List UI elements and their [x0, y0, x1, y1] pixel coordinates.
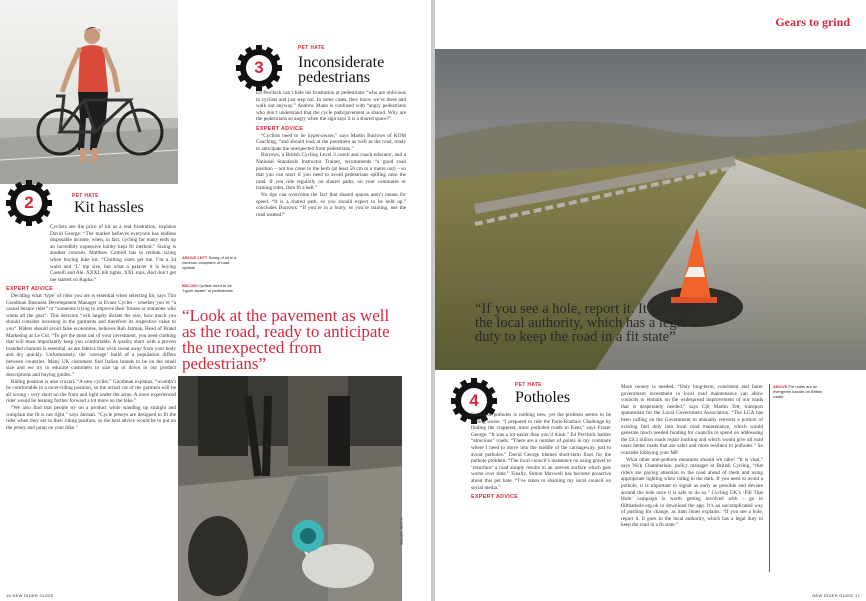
hassle-4-body-column-1 — [471, 412, 611, 590]
hassle-2-body — [6, 224, 176, 576]
section-title: Gears to grind — [775, 15, 850, 29]
hassle-3-advice-paragraph: No tips can overcome the fact that shared spaces aren’t meant for speed. “It is a shared path, so you should expect to be held up,” concludes Burrows. “If you’re in a hurry, or you’re training, use the road instead!” — [256, 191, 406, 218]
hassle-2-advice-paragraph: “We also find that people try on a product while standing up straight and complain the fit is not right,” says Jarman. “Cycle jerseys are designed to fit the rider when they are in their riding position, so the best advice would be to put on the jersey and jump on your bike.” — [6, 405, 176, 431]
hassle-4-intro-paragraph: Hatred of potholes is nothing new, yet the problem seems to be getting worse. “I prepared to ride the Paris-Roubaix Challenge by finding the crappiest, most potholed roads in Kent,” says Frazer George. “It was a lot easier than you’d think.” Ed Perchick battles “atrocious” roads: “There are a number of points in my commute where I need to move into the middle of the carriageway, just to avoid potholes.” David George blames short-term fixes for the pothole problem. “The local council’s insistence on using gravel to ‘resurface’ a road simply results in an uneven surface which gets worse over time.” Finally, Simon Maxwell has become proactive about this pet hate. “I’ve taken to shaming my local council on social media.” — [471, 412, 611, 491]
caption-below-text: Cyclists need to be “hyper aware” of pedestrians — [182, 283, 233, 293]
hassle-4-advice-paragraph: More money is needed. “Only long-term, consistent and fairer government investment in local road maintenance can allow councils to embark on the widespread improvement of our roads that is desperately needed,” says Cllr Martin Tett, transport spokesman for the Local Government Association. “The LGA has been calling on the Government to annually reinvest a portion of existing fuel duty into local road maintenance, which would generate much needed funding for councils to spend on addressing the £9.3 billion roads repair backlog and which would give all road users better roads that are safer and more resilient to potholes.” So consider lobbying your MP. — [621, 384, 763, 456]
caption-above-text: Pot holes are an evergreen hazard on British roads — [773, 384, 823, 399]
hassle-2-title: Kit hassles — [74, 199, 144, 216]
hassle-4-advice-paragraph: What other anti-pothole measures should we take? “It is vital,” says Nick Chamberlain, policy manager at British Cycling, “that riders are paying attention to the road ahead of them and using appropriate lighting when riding in the dark. If you need to avoid a pothole, it is important to signal as early as possible and deviate around the hole once it is safe to do so.” Cycling UK’s ‘Fill That Hole’ campaign is worth getting involved with – go to fillthathole.org.uk to download the app. It’s an uncomplicated way of pushing for change, as Sam Jones explains: “If you see a hole, report it. It goes to the local authority, which has a legal duty to keep the road in a fit state.” — [621, 456, 763, 529]
hassle-2-pet-hate-label: PET HATE — [72, 193, 99, 199]
hassle-4-title: Potholes — [515, 389, 571, 406]
city-cycle-lane-photo — [178, 376, 402, 601]
pothole-pull-quote: “If you see a hole, report it. It goes to the local authority, which has a legal duty to keep the road in a fit state” — [475, 301, 693, 345]
hassle-3-title-line-2: pedestrians — [298, 69, 370, 86]
caption-above-left — [182, 255, 238, 270]
caption-above-left-text: Sizing of kit is a common complaint of road cyclists — [182, 255, 237, 270]
caption-above-label: ABOVE — [773, 384, 788, 389]
hassle-3-advice-paragraph: Burrows, a British Cycling Level 3 coach and coach educator, and a National Standards Instructor Trainer, recommends “a good road position – not too close to the kerb (at least 50 cm to a metre out) – so that you can react if you need to avoid pedestrians spilling onto the road. If you ride regularly on shared paths, on your commutes or training rides, then fit a bell.” — [256, 152, 406, 192]
hassle-3-body — [256, 90, 406, 330]
hassle-4-expert-advice-label: EXPERT ADVICE — [471, 494, 519, 501]
hassle-2-intro-paragraph: Cyclists see the price of kit as a real frustration, explains David George: “The market believes everyone has endless disposable income, when, in fact, cycling for many ends up an incredibly expensive hobby kept fit method.” Sizing is another concern. Matthew Cottrell has to rethink sizing when buying bike kit. “Clothing sizes get me. I’m a 34 waist and ‘L’ top size, but what a palaver it is buying Castelli and Alé. XXXL bib tights, XXL tops. And don’t get me started on Rapha.” — [50, 224, 176, 283]
caption-below-label: BELOW — [182, 283, 197, 288]
hassle-4-pet-hate-label: PET HATE — [515, 382, 542, 388]
hassle-3-title-line-1: Inconsiderate — [298, 54, 385, 71]
image-credit: IMAGES: GETTY — [400, 517, 404, 545]
caption-above — [773, 384, 829, 399]
right-page — [435, 0, 866, 601]
pedestrians-pull-quote: “Look at the pavement as well as the road, ready to anticipate the unexpected from pedestrians” — [182, 306, 390, 373]
hassle-3-expert-advice-label: EXPERT ADVICE — [256, 125, 304, 132]
cyclist-kit-photo — [0, 0, 178, 184]
caption-rule — [769, 384, 770, 572]
hassle-3-intro-paragraph: Ed Perchick can’t hide his frustration at pedestrians “who are oblivious to cyclists and just step out. In some cases, they know we’re there and walk out anyway.” Andrew Mann is confused with “angry pedestrians who don’t understand that the cycle path/pavement is shared. Why are the pedestrians so angry when the sign says it is a shared space?” — [256, 90, 406, 123]
hassle-2-expert-advice-label: EXPERT ADVICE — [6, 286, 54, 293]
hassle-2-advice-paragraph: Deciding what ‘type’ of rider you are is essential when selecting kit, says Tim Goodman Business Development Manager at Evans Cycles - whether you’re “a casual leisure rider” or “someone trying to improve their fitness or someone who wants all the gear”. This decision “will largely dictate the size, how much you should consider investing in the garments and therefore its respective value to you”. Riders should avoid false economies, believes Rob Jarman, Head of Brand Marketing at Le Col. “To get the most out of your investment, you need clothing that will most importantly keep you comfortable. A quality short with a proven branded chamois is essential, as are fabrics that wick sweat away from your body and dry quickly. Unfortunately, the ‘average’ build of a population differs between countries. Many UK customers find Italian brands to be on the small size and we try to educate customers to size up or down in our product descriptions and buying guides.” — [6, 292, 176, 379]
hassle-4-number: 4 — [469, 391, 479, 410]
hassle-3-advice-paragraph: “Cyclists need to be hyper-aware,” says Martin Burrows of KOM Coaching, “and should look at the pavement as well as the road, ready to anticipate the unexpected from pedestrians.” — [256, 132, 406, 152]
hassle-3-number: 3 — [254, 58, 264, 77]
hassle-4-body-column-2 — [621, 384, 763, 590]
right-folio: NEW RIDER GUIDE 17 — [812, 593, 860, 598]
caption-below — [182, 283, 238, 293]
hassle-2-number: 2 — [24, 193, 34, 212]
hassle-3-pet-hate-label: PET HATE — [298, 45, 325, 51]
hassle-2-advice-paragraph: Riding position is also crucial. “A new cyclist,” Goodman explains, “wouldn’t be comfortable in a racer-riding position, so the actual cut of the garment will be all wrong - very short on the front and tight under the arms. A more experienced rider would be leaning further forward a lot more on the bike.” — [6, 378, 176, 405]
caption-above-left-label: ABOVE LEFT — [182, 255, 208, 260]
left-folio: 16 NEW RIDER GUIDE — [6, 593, 54, 598]
left-page — [0, 0, 431, 601]
